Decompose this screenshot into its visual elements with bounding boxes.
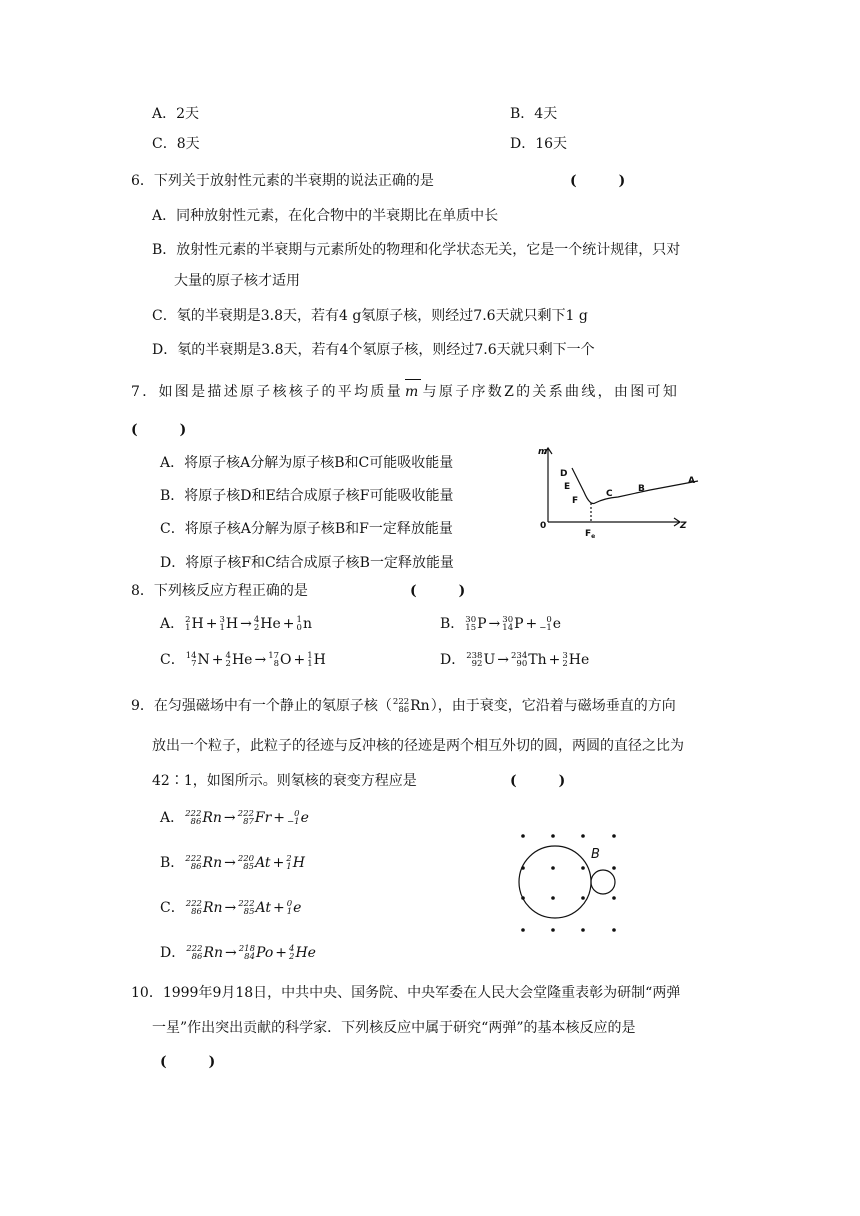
q8-option-d-label: D． [440,652,466,668]
nuclide: 14 7 N [185,650,210,669]
q7-option-c: C．将原子核A分解为原子核B和F一定释放能量 [160,521,453,537]
nuclide: 222 85 At [238,898,271,917]
q5-option-d: D．16天 [510,136,568,152]
nuclide: 222 86 Rn [185,808,222,827]
nuclide: 1 0 n [296,614,312,633]
q6-option-b-cont: 大量的原子核才适用 [174,273,300,289]
nuclide: 30 14 P [502,614,524,633]
q7-stem-part2: 与原子序数Z的关系曲线，由图可知 [422,384,680,400]
q9-line1 [131,696,676,716]
q9-option-c-label: C． [160,900,185,916]
q7-option-b: B．将原子核D和E结合成原子核F可能吸收能量 [160,488,454,504]
fig-fe-label: $F_e$ [585,529,596,540]
large-track-circle [519,846,591,918]
nuclide: 0 −1 e [539,614,562,633]
nuclide: 3 1 H [219,614,239,633]
nuclide: 0 1 e [286,898,302,917]
nuclide: 222 86 Rn [185,898,223,917]
fig-y-label: m [538,447,548,457]
nuclide: 2 1 H [185,614,204,633]
q6-option-d: D．氡的半衰期是3.8天，若有4个氡原子核，则经过7.6天就只剩下一个 [152,342,595,358]
q7-mass-curve-figure [530,440,705,545]
q5-option-c: C．8天 [152,136,200,152]
q5-option-a: A．2天 [152,106,200,122]
q9-line2: 放出一个粒子，此粒子的径迹与反冲核的径迹是两个相互外切的圆，两圆的直径之比为 [152,738,684,754]
q9-option-d-label: D． [160,945,186,961]
nuclide: 222 86 Rn [186,943,224,962]
fig-point-d: D [560,469,568,479]
q8-stem: 8．下列核反应方程正确的是 [131,583,308,599]
q10-answer-paren: ( ) [160,1054,216,1070]
q9-option-b: B． 222 86 Rn → 220 85 At + 2 1 H [160,853,305,872]
q8-option-d: D． 238 92 U → 234 90 Th + 3 2 He [440,650,590,669]
q7-stem [131,382,679,402]
q6-option-c: C．氡的半衰期是3.8天，若有4 g氡原子核，则经过7.6天就只剩下1 g [152,308,588,324]
fig-point-f: F [572,496,579,506]
nuclide: 220 85 At [237,853,271,872]
q8-answer-paren: ( ) [410,583,466,599]
q5-option-b: B．4天 [510,106,558,122]
q8-option-c: C． 14 7 N + 4 2 He → 17 8 O + 1 1 H [160,650,326,669]
nuclide: 4 2 He [225,650,253,669]
nuclide: 4 2 He [289,943,316,962]
nuclide: 1 1 H [307,650,326,669]
fig-origin: 0 [540,521,547,531]
q8-option-a-label: A． [160,616,185,632]
fig-point-c: C [606,489,613,499]
q8-option-b-label: B． [440,616,465,632]
nuclide: 222 87 Fr [237,808,272,827]
nuclide: 2 1 H [286,853,305,872]
q7-mean-mass-symbol: m [405,384,421,400]
q7-stem-part1: 7．如图是描述原子核核子的平均质量 [131,384,404,400]
q9-answer-paren: ( ) [510,773,566,789]
q10-line1: 10．1999年9月18日，中共中央、国务院、中央军委在人民大会堂隆重表彰为研制“两弹 [131,985,681,1001]
q9-option-a: A． 222 86 Rn → 222 87 Fr + 0 −1 e [160,808,309,827]
q7-answer-paren: ( ) [131,422,187,438]
fig-x-label: Z [680,521,687,531]
small-track-circle [591,870,615,894]
nuclide-rn: 222 86 Rn [392,696,430,715]
nuclide: 3 2 He [562,650,590,669]
q8-option-c-label: C． [160,652,185,668]
q7-option-a: A．将原子核A分解为原子核B和C可能吸收能量 [160,455,454,471]
q8-option-a: A． 2 1 H + 3 1 H → 4 2 He + 1 0 n [160,614,312,633]
q6-stem: 6．下列关于放射性元素的半衰期的说法正确的是 [131,173,434,189]
q9-magnetic-field-figure [505,822,635,952]
q9-line1-part2: ），由于衰变，它沿着与磁场垂直的方向 [430,698,676,714]
nuclide: 218 84 Po [238,943,274,962]
q7-option-d: D．将原子核F和C结合成原子核B一定释放能量 [160,555,454,571]
q6-option-a: A．同种放射性元素，在化合物中的半衰期比在单质中长 [152,208,499,224]
q9-option-b-label: B． [160,855,185,871]
nuclide: 0 −1 e [287,808,309,827]
q9-option-d: D． 222 86 Rn → 218 84 Po + 4 2 He [160,943,316,962]
nuclide: 234 90 Th [511,650,547,669]
fig-point-e: E [564,482,571,492]
nuclide: 17 8 O [268,650,292,669]
q8-option-b: B． 30 15 P → 30 14 P + 0 −1 e [440,614,562,633]
q9-option-c: C． 222 86 Rn → 222 85 At + 0 1 e [160,898,302,917]
fig-point-b: B [638,484,645,494]
nuclide: 4 2 He [253,614,281,633]
q6-option-b: B．放射性元素的半衰期与元素所处的物理和化学状态无关，它是一个统计规律，只对 [152,242,681,258]
q9-line3: 42∶1，如图所示。则氡核的衰变方程应是 [152,773,417,789]
field-label-b: B [591,847,600,862]
q9-option-a-label: A． [160,810,185,826]
fig-point-a: A [688,476,695,486]
nuclide: 30 15 P [465,614,487,633]
q9-line1-part1: 9．在匀强磁场中有一个静止的氡原子核（ [131,698,392,714]
nuclide: 222 86 Rn [185,853,223,872]
nuclide: 238 92 U [466,650,496,669]
mass-curve [572,468,698,504]
q6-answer-paren: ( ) [570,173,626,189]
q10-line2: 一星”作出突出贡献的科学家．下列核反应中属于研究“两弹”的基本核反应的是 [152,1020,636,1036]
